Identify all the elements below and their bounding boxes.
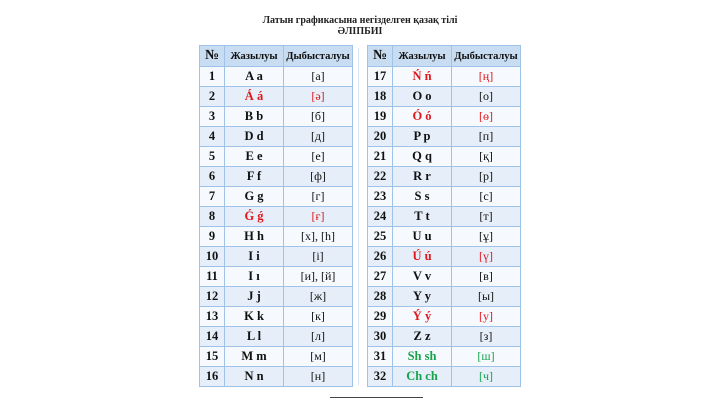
alphabet-table-left bbox=[199, 45, 353, 387]
row-number: 22 bbox=[368, 167, 393, 187]
page-subtitle: ӘЛІПБИІ bbox=[337, 26, 383, 37]
row-sound: [з] bbox=[452, 327, 521, 347]
row-sound: [м] bbox=[284, 347, 353, 367]
table-row bbox=[200, 107, 353, 127]
row-number: 32 bbox=[368, 367, 393, 387]
row-number: 31 bbox=[368, 347, 393, 367]
row-sound: [ф] bbox=[284, 167, 353, 187]
row-sound: [н] bbox=[284, 367, 353, 387]
row-letter: H h bbox=[225, 227, 284, 247]
row-letter: I i bbox=[225, 247, 284, 267]
row-letter: Z z bbox=[393, 327, 452, 347]
table-row bbox=[200, 307, 353, 327]
row-sound: [б] bbox=[284, 107, 353, 127]
row-letter: B b bbox=[225, 107, 284, 127]
row-sound: [ч] bbox=[452, 367, 521, 387]
row-number: 15 bbox=[200, 347, 225, 367]
table-row bbox=[368, 187, 521, 207]
row-sound: [қ] bbox=[452, 147, 521, 167]
table-row bbox=[368, 287, 521, 307]
row-letter: K k bbox=[225, 307, 284, 327]
table-row bbox=[200, 207, 353, 227]
row-letter: Ý ý bbox=[393, 307, 452, 327]
row-number: 16 bbox=[200, 367, 225, 387]
table-row bbox=[200, 187, 353, 207]
table-row bbox=[200, 367, 353, 387]
row-letter: J j bbox=[225, 287, 284, 307]
row-letter: Ń ń bbox=[393, 67, 452, 87]
row-number: 26 bbox=[368, 247, 393, 267]
row-number: 11 bbox=[200, 267, 225, 287]
row-sound: [ә] bbox=[284, 87, 353, 107]
row-number: 10 bbox=[200, 247, 225, 267]
row-sound: [ү] bbox=[452, 247, 521, 267]
row-number: 8 bbox=[200, 207, 225, 227]
table-row bbox=[368, 267, 521, 287]
table-row bbox=[368, 327, 521, 347]
row-number: 23 bbox=[368, 187, 393, 207]
row-letter: Sh sh bbox=[393, 347, 452, 367]
row-sound: [ң] bbox=[452, 67, 521, 87]
row-sound: [п] bbox=[452, 127, 521, 147]
row-sound: [к] bbox=[284, 307, 353, 327]
table-row bbox=[368, 227, 521, 247]
row-number: 4 bbox=[200, 127, 225, 147]
row-sound: [с] bbox=[452, 187, 521, 207]
table-row bbox=[200, 287, 353, 307]
row-sound: [е] bbox=[284, 147, 353, 167]
row-sound: [ө] bbox=[452, 107, 521, 127]
table-row bbox=[368, 367, 521, 387]
row-sound: [д] bbox=[284, 127, 353, 147]
header-number: № bbox=[200, 46, 225, 67]
row-sound: [л] bbox=[284, 327, 353, 347]
row-number: 29 bbox=[368, 307, 393, 327]
row-letter: Y y bbox=[393, 287, 452, 307]
row-letter: V v bbox=[393, 267, 452, 287]
table-row bbox=[200, 327, 353, 347]
row-number: 30 bbox=[368, 327, 393, 347]
header-sound: Дыбысталуы bbox=[284, 46, 353, 67]
table-row bbox=[200, 227, 353, 247]
row-letter: Ó ó bbox=[393, 107, 452, 127]
row-sound: [ғ] bbox=[284, 207, 353, 227]
row-letter: T t bbox=[393, 207, 452, 227]
header-number: № bbox=[368, 46, 393, 67]
row-sound: [а] bbox=[284, 67, 353, 87]
table-row bbox=[368, 67, 521, 87]
column-divider bbox=[358, 48, 359, 385]
table-row bbox=[368, 147, 521, 167]
table-row bbox=[200, 267, 353, 287]
table-header-row bbox=[368, 46, 521, 67]
header-sound: Дыбысталуы bbox=[452, 46, 521, 67]
row-number: 25 bbox=[368, 227, 393, 247]
table-row bbox=[368, 127, 521, 147]
row-letter: M m bbox=[225, 347, 284, 367]
row-letter: P p bbox=[393, 127, 452, 147]
row-number: 28 bbox=[368, 287, 393, 307]
row-sound: [о] bbox=[452, 87, 521, 107]
table-header-row bbox=[200, 46, 353, 67]
row-sound: [х], [h] bbox=[284, 227, 353, 247]
table-row bbox=[368, 207, 521, 227]
row-number: 17 bbox=[368, 67, 393, 87]
row-number: 9 bbox=[200, 227, 225, 247]
table-row bbox=[368, 347, 521, 367]
row-letter: N n bbox=[225, 367, 284, 387]
page-title: Латын графикасына негізделген қазақ тілі bbox=[262, 15, 458, 26]
row-sound: [в] bbox=[452, 267, 521, 287]
row-letter: Ch ch bbox=[393, 367, 452, 387]
row-sound: [ұ] bbox=[452, 227, 521, 247]
row-letter: D d bbox=[225, 127, 284, 147]
table-row bbox=[200, 147, 353, 167]
row-number: 18 bbox=[368, 87, 393, 107]
row-number: 7 bbox=[200, 187, 225, 207]
row-number: 13 bbox=[200, 307, 225, 327]
row-letter: G g bbox=[225, 187, 284, 207]
row-number: 19 bbox=[368, 107, 393, 127]
row-number: 14 bbox=[200, 327, 225, 347]
table-row bbox=[368, 307, 521, 327]
row-number: 12 bbox=[200, 287, 225, 307]
table-row bbox=[368, 87, 521, 107]
row-sound: [г] bbox=[284, 187, 353, 207]
row-letter: E e bbox=[225, 147, 284, 167]
row-sound: [у] bbox=[452, 307, 521, 327]
row-number: 24 bbox=[368, 207, 393, 227]
row-sound: [ш] bbox=[452, 347, 521, 367]
table-row bbox=[368, 107, 521, 127]
row-letter: S s bbox=[393, 187, 452, 207]
row-number: 5 bbox=[200, 147, 225, 167]
row-letter: O o bbox=[393, 87, 452, 107]
row-number: 3 bbox=[200, 107, 225, 127]
row-letter: Á á bbox=[225, 87, 284, 107]
bottom-rule bbox=[330, 397, 423, 398]
row-letter: Ú ú bbox=[393, 247, 452, 267]
row-sound: [и], [й] bbox=[284, 267, 353, 287]
row-number: 27 bbox=[368, 267, 393, 287]
header-letter: Жазылуы bbox=[225, 46, 284, 67]
row-sound: [ж] bbox=[284, 287, 353, 307]
table-row bbox=[200, 67, 353, 87]
table-row bbox=[200, 167, 353, 187]
alphabet-table-right bbox=[367, 45, 521, 387]
row-sound: [ы] bbox=[452, 287, 521, 307]
header-letter: Жазылуы bbox=[393, 46, 452, 67]
row-number: 2 bbox=[200, 87, 225, 107]
table-row bbox=[368, 167, 521, 187]
row-number: 6 bbox=[200, 167, 225, 187]
table-row bbox=[368, 247, 521, 267]
row-number: 21 bbox=[368, 147, 393, 167]
table-row bbox=[200, 127, 353, 147]
row-letter: L l bbox=[225, 327, 284, 347]
table-row bbox=[200, 347, 353, 367]
row-sound: [т] bbox=[452, 207, 521, 227]
row-letter: A a bbox=[225, 67, 284, 87]
row-letter: I ı bbox=[225, 267, 284, 287]
row-letter: U u bbox=[393, 227, 452, 247]
row-letter: Ǵ ǵ bbox=[225, 207, 284, 227]
row-letter: R r bbox=[393, 167, 452, 187]
row-sound: [і] bbox=[284, 247, 353, 267]
row-letter: F f bbox=[225, 167, 284, 187]
table-row bbox=[200, 247, 353, 267]
row-number: 20 bbox=[368, 127, 393, 147]
row-letter: Q q bbox=[393, 147, 452, 167]
row-number: 1 bbox=[200, 67, 225, 87]
table-row bbox=[200, 87, 353, 107]
row-sound: [р] bbox=[452, 167, 521, 187]
